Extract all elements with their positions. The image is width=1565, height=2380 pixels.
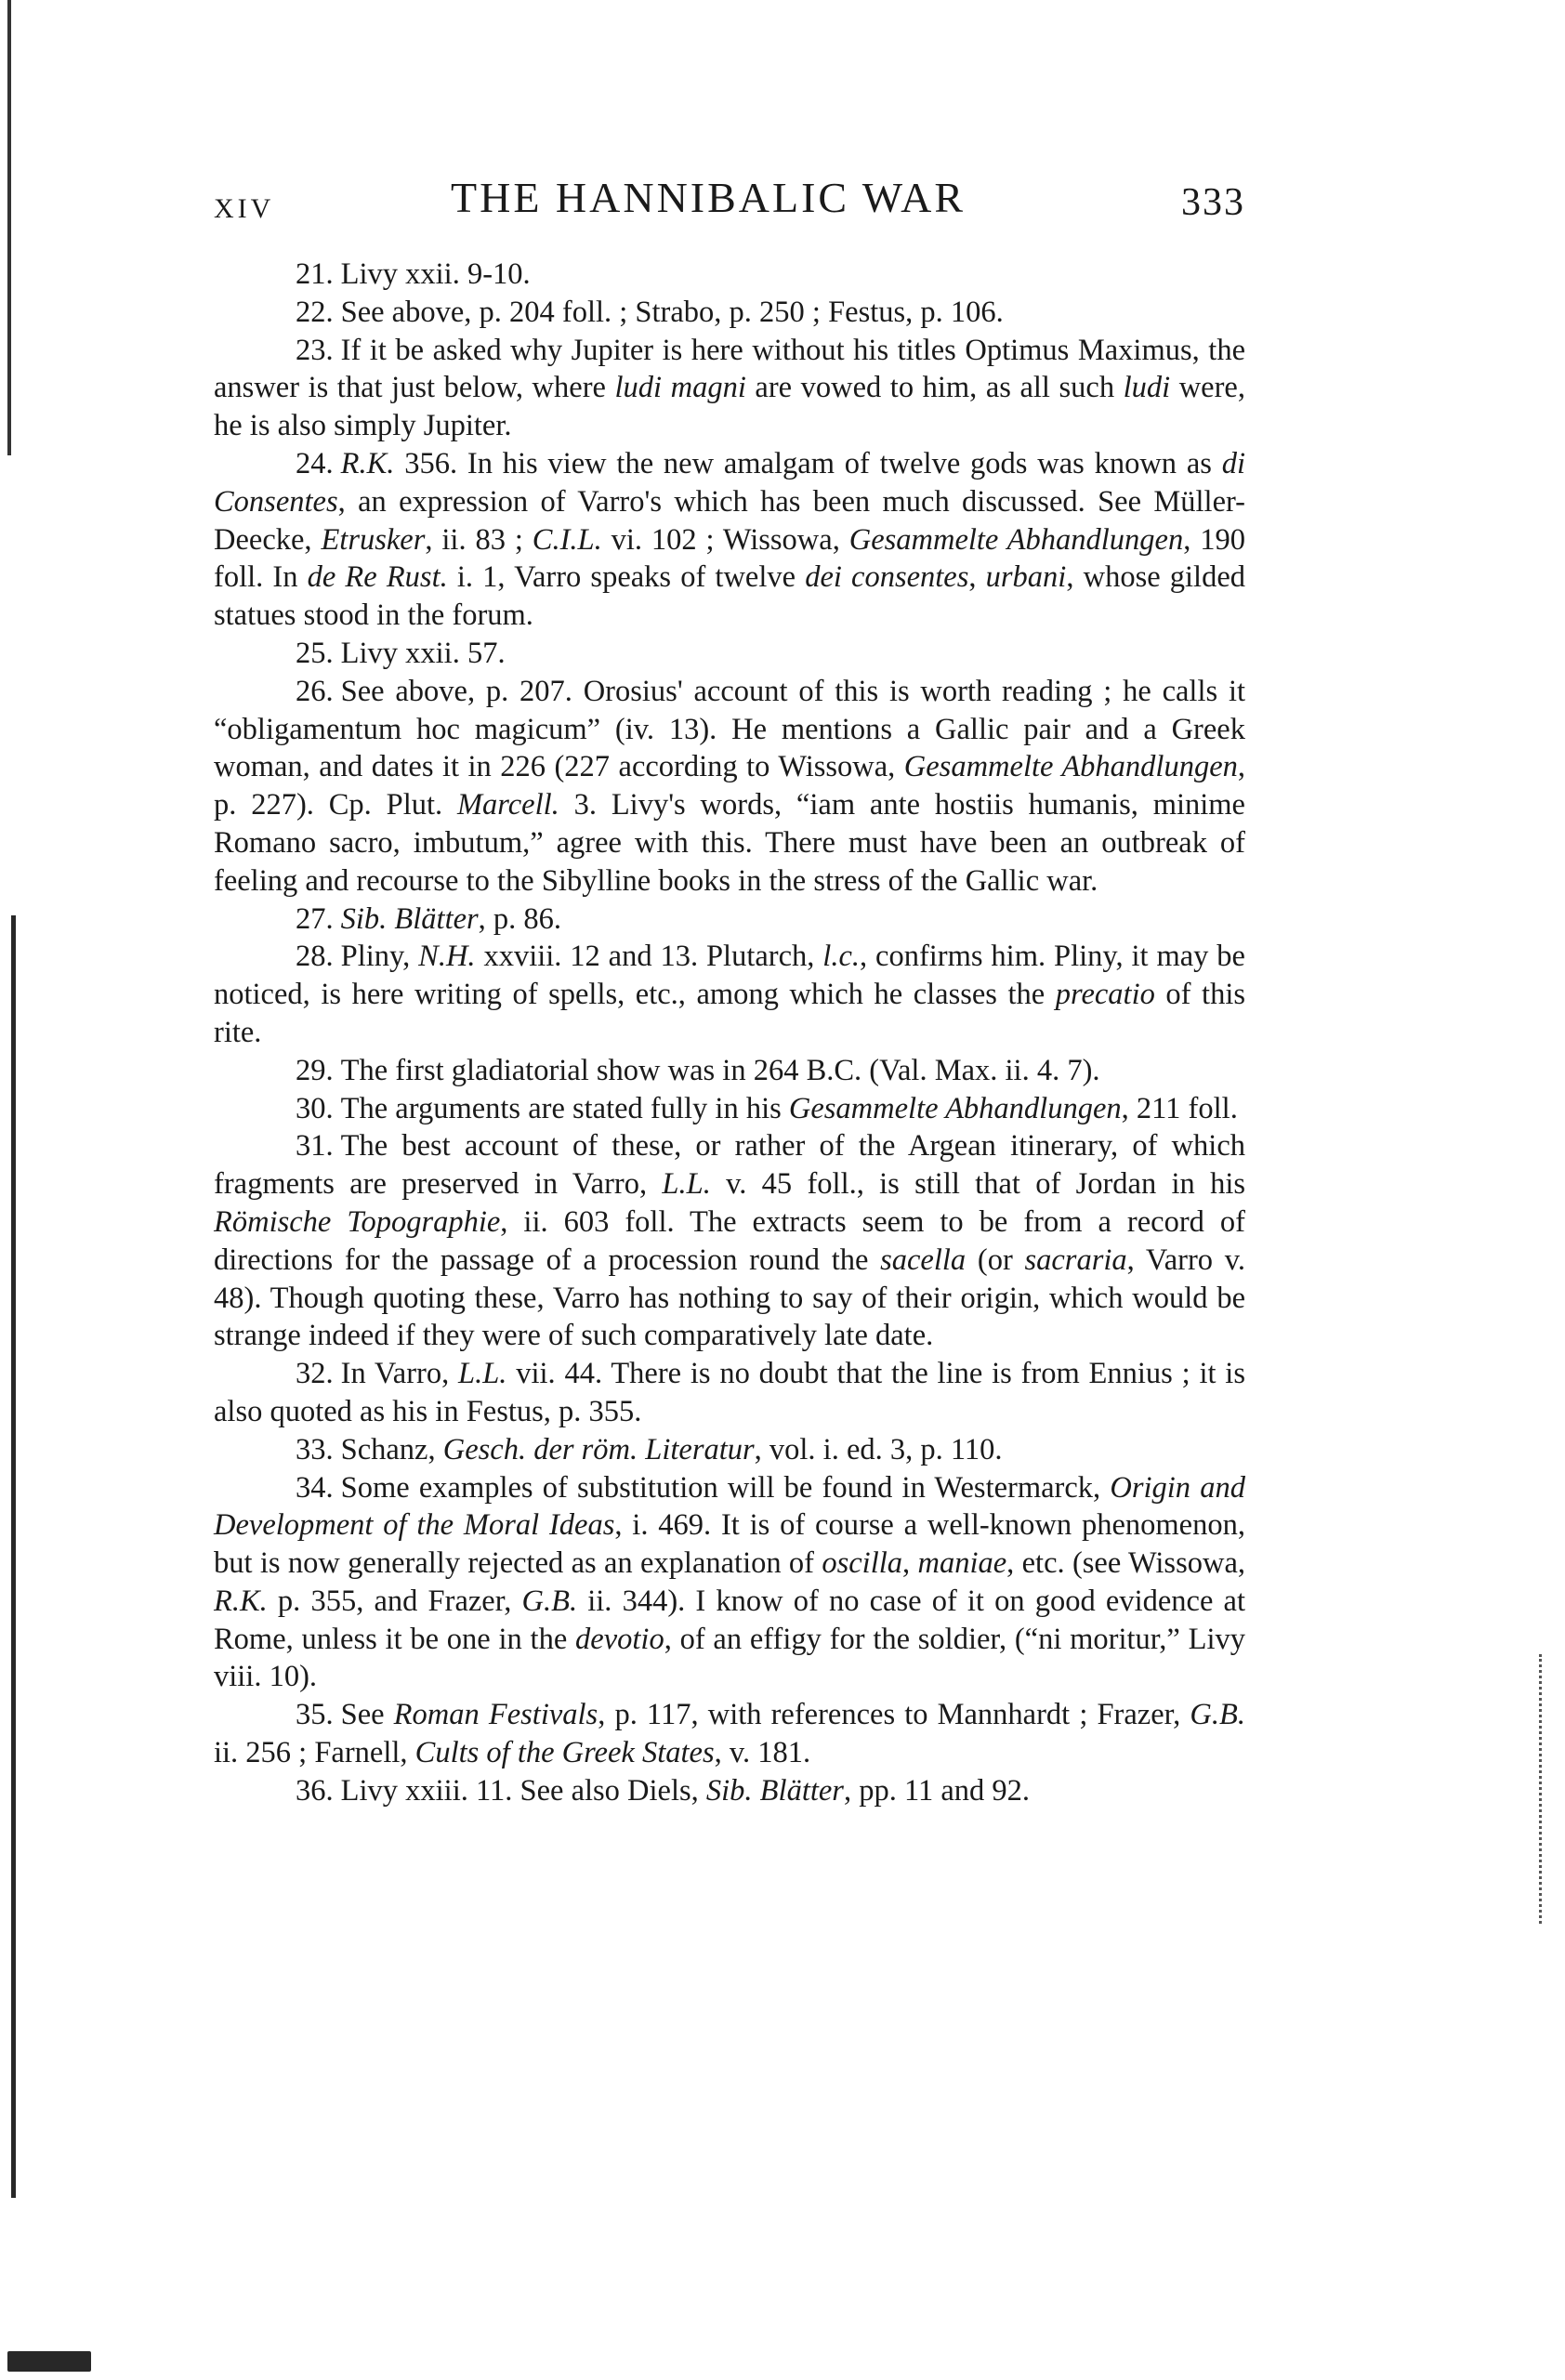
endnote-text: of this rite.: [214, 978, 1245, 1049]
endnote-text: (or: [966, 1243, 1025, 1277]
endnote-italic-text: Gesch. der röm. Literatur: [442, 1432, 755, 1466]
endnote-text: ,: [902, 1546, 918, 1581]
endnote-italic-text: G.B.: [521, 1584, 578, 1618]
endnote-italic-text: Sib. Blätter: [340, 901, 479, 936]
endnote-text: vii. 44. There is no doubt that the line is from Ennius ; it is also quoted as his in Festus, p. 355.: [214, 1357, 1245, 1428]
endnote-text: , p. 227). Cp. Plut.: [214, 750, 1246, 822]
endnote-text: , of an effigy for the soldier, (“ni moritur,” Livy viii. 10).: [214, 1622, 1246, 1694]
endnote-text: are vowed to him, as all such: [745, 371, 1124, 405]
endnote-text: were, he is also simply Jupiter.: [214, 371, 1245, 443]
endnote-number: 21.: [296, 257, 334, 291]
endnote: [214, 938, 1245, 1051]
endnote: [214, 445, 1245, 635]
endnote-text: Livy xxii. 57.: [340, 636, 506, 670]
endnote-text: See: [340, 1698, 394, 1732]
page-number: 333: [1181, 181, 1245, 224]
endnote-italic-text: ludi magni: [614, 371, 746, 405]
endnote-number: 31.: [296, 1129, 334, 1164]
endnote-number: 34.: [296, 1470, 334, 1505]
endnote-text: , Varro v. 48). Though quoting these, Varro has nothing to say of their origin, which would be strange indeed if they were of such comparatively late date.: [214, 1243, 1246, 1353]
endnote: [214, 1469, 1245, 1697]
endnote-number: 27.: [296, 901, 334, 936]
endnote-number: 24.: [296, 446, 334, 480]
endnote-italic-text: C.I.L.: [532, 522, 602, 557]
endnote-italic-text: oscilla: [822, 1546, 903, 1581]
endnote-text: See above, p. 204 foll. ; Strabo, p. 250 ; Festus, p. 106.: [340, 295, 1004, 329]
binding-edge-mark: [11, 915, 16, 2198]
endnote-italic-text: Gesammelte Abhandlungen: [788, 1091, 1122, 1125]
endnote-text: vi. 102 ; Wissowa,: [601, 522, 849, 557]
endnote-number: 36.: [296, 1773, 334, 1808]
endnote-number: 26.: [296, 674, 334, 708]
scan-artifact: [7, 2351, 91, 2372]
endnote-text: , etc. (see Wissowa,: [1006, 1546, 1245, 1581]
endnote-text: , ii. 603 foll. The extracts seem to be from a record of directions for the passage of a procession round the: [214, 1204, 1245, 1277]
endnote-number: 22.: [296, 295, 334, 329]
endnote-italic-text: L.L.: [662, 1167, 711, 1202]
endnote-italic-text: Sib. Blätter: [705, 1773, 844, 1808]
endnote-italic-text: Gesammelte Abhandlungen: [903, 750, 1238, 784]
endnote-text: See above, p. 207. Orosius' account of this is worth reading ; he calls it “obligamentum hoc magicum” (iv. 13). He mentions a Gallic pair and a Greek woman, and dates it in 226 (227 according to Wissowa,: [214, 674, 1245, 784]
endnote-text: Livy xxiii. 11. See also Diels,: [340, 1773, 706, 1808]
endnote-italic-text: Etrusker: [321, 522, 426, 557]
endnote-italic-text: devotio: [575, 1622, 664, 1656]
endnote-text: Pliny,: [340, 940, 419, 974]
endnote-number: 30.: [296, 1091, 334, 1125]
endnote-text: Some examples of substitution will be found in Westermarck,: [340, 1470, 1111, 1505]
endnote-italic-text: Cults of the Greek States: [414, 1736, 715, 1770]
endnote-italic-text: di Consentes: [214, 446, 1245, 519]
endnote: [214, 294, 1245, 332]
endnote-italic-text: Gesammelte Abhandlungen: [848, 522, 1184, 557]
endnote: [214, 1090, 1245, 1128]
endnote-italic-text: Origin and Development of the Moral Ideas: [214, 1470, 1245, 1543]
endnote-text: , ii. 83 ;: [425, 522, 533, 557]
endnote-italic-text: l.c.: [822, 940, 861, 974]
endnote: [214, 1696, 1245, 1772]
endnote: [214, 1772, 1245, 1810]
endnote-text: , confirms him. Pliny, it may be noticed, is here writing of spells, etc., among which he classes the: [214, 940, 1245, 1012]
endnote-text: , vol. i. ed. 3, p. 110.: [754, 1432, 1003, 1466]
endnote-number: 29.: [296, 1053, 334, 1087]
endnote-italic-text: precatio: [1055, 978, 1155, 1012]
endnote-italic-text: sacella: [880, 1243, 967, 1277]
endnote: [214, 1127, 1245, 1355]
chapter-number: XIV: [214, 193, 275, 224]
endnote-italic-text: dei consentes: [805, 560, 969, 595]
endnote-text: ii. 256 ; Farnell,: [214, 1736, 415, 1770]
endnote-text: Schanz,: [340, 1432, 443, 1466]
endnote-text: If it be asked why Jupiter is here without his titles Optimus Maximus, the answer is that just below, where: [214, 333, 1245, 405]
endnote-text: Livy xxii. 9-10.: [340, 257, 531, 291]
endnote-italic-text: R.K.: [214, 1584, 268, 1618]
endnote-text: v. 45 foll., is still that of Jordan in his: [710, 1167, 1246, 1202]
endnote-number: 32.: [296, 1357, 334, 1391]
endnotes-list: [214, 256, 1245, 1810]
endnote-text: , 190 foll. In: [214, 522, 1245, 595]
running-title: THE HANNIBALIC WAR: [451, 174, 967, 221]
endnote-number: 28.: [296, 940, 334, 974]
endnote-text: , 211 foll.: [1121, 1091, 1238, 1125]
endnote: [214, 256, 1245, 294]
endnote: [214, 1355, 1245, 1431]
endnote: [214, 332, 1245, 445]
endnote-italic-text: de Re Rust.: [307, 560, 448, 595]
endnote: [214, 1052, 1245, 1090]
endnote-number: 23.: [296, 333, 334, 367]
binding-edge-mark: [7, 0, 11, 455]
endnote-text: ,: [968, 560, 986, 595]
endnote: [214, 1431, 1245, 1469]
endnote-text: ii. 344). I know of no case of it on good evidence at Rome, unless it be one in the: [214, 1584, 1245, 1656]
endnote-text: p. 355, and Frazer,: [267, 1584, 522, 1618]
endnote-text: In Varro,: [340, 1357, 459, 1391]
endnote-text: , p. 117, with references to Mannhardt ; Frazer,: [598, 1698, 1190, 1732]
endnote-text: 3. Livy's words, “iam ante hostiis humanis, minime Romano sacro, imbutum,” agree with this. There must have been an outbreak of feeling and recourse to the Sibylline books in the stress of the Gallic war.: [214, 788, 1245, 898]
endnote-text: 356. In his view the new amalgam of twelve gods was known as: [394, 446, 1222, 480]
endnote: [214, 673, 1245, 901]
endnote-text: , v. 181.: [714, 1736, 811, 1770]
endnote-text: The first gladiatorial show was in 264 B.C. (Val. Max. ii. 4. 7).: [340, 1053, 1100, 1087]
endnote-text: , pp. 11 and 92.: [843, 1773, 1031, 1808]
endnote-italic-text: sacraria: [1024, 1243, 1127, 1277]
endnote-number: 25.: [296, 636, 334, 670]
endnote-italic-text: maniae: [917, 1546, 1007, 1581]
endnote-italic-text: N.H.: [418, 940, 476, 974]
endnote-text: The arguments are stated fully in his: [340, 1091, 789, 1125]
scan-artifact: [1539, 1654, 1545, 1924]
endnote-italic-text: L.L.: [458, 1357, 507, 1391]
endnote-text: , i. 469. It is of course a well-known phenomenon, but is now generally rejected as an explanation of: [214, 1508, 1245, 1581]
endnote-text: The best account of these, or rather of the Argean itinerary, of which fragments are preserved in Varro,: [214, 1129, 1245, 1202]
endnote-italic-text: Roman Festivals: [393, 1698, 598, 1732]
endnote-text: , p. 86.: [478, 901, 562, 936]
endnote-text: i. 1, Varro speaks of twelve: [447, 560, 806, 595]
endnote-text: , whose gilded statues stood in the forum.: [214, 560, 1246, 633]
endnote-italic-text: ludi: [1123, 371, 1171, 405]
endnote-number: 35.: [296, 1698, 334, 1732]
endnote-italic-text: G.B.: [1190, 1698, 1245, 1732]
endnote-italic-text: urbani: [985, 560, 1067, 595]
endnote-italic-text: Römische Topographie: [214, 1204, 501, 1239]
endnote-number: 33.: [296, 1432, 334, 1466]
endnote: [214, 635, 1245, 673]
endnote-text: xxviii. 12 and 13. Plutarch,: [475, 940, 823, 974]
endnote-italic-text: Marcell.: [456, 788, 559, 822]
endnote-text: , an expression of Varro's which has been much discussed. See Müller-Deecke,: [214, 484, 1245, 557]
endnote-italic-text: R.K.: [340, 446, 395, 480]
running-header: [214, 167, 1245, 242]
endnote: [214, 901, 1245, 939]
